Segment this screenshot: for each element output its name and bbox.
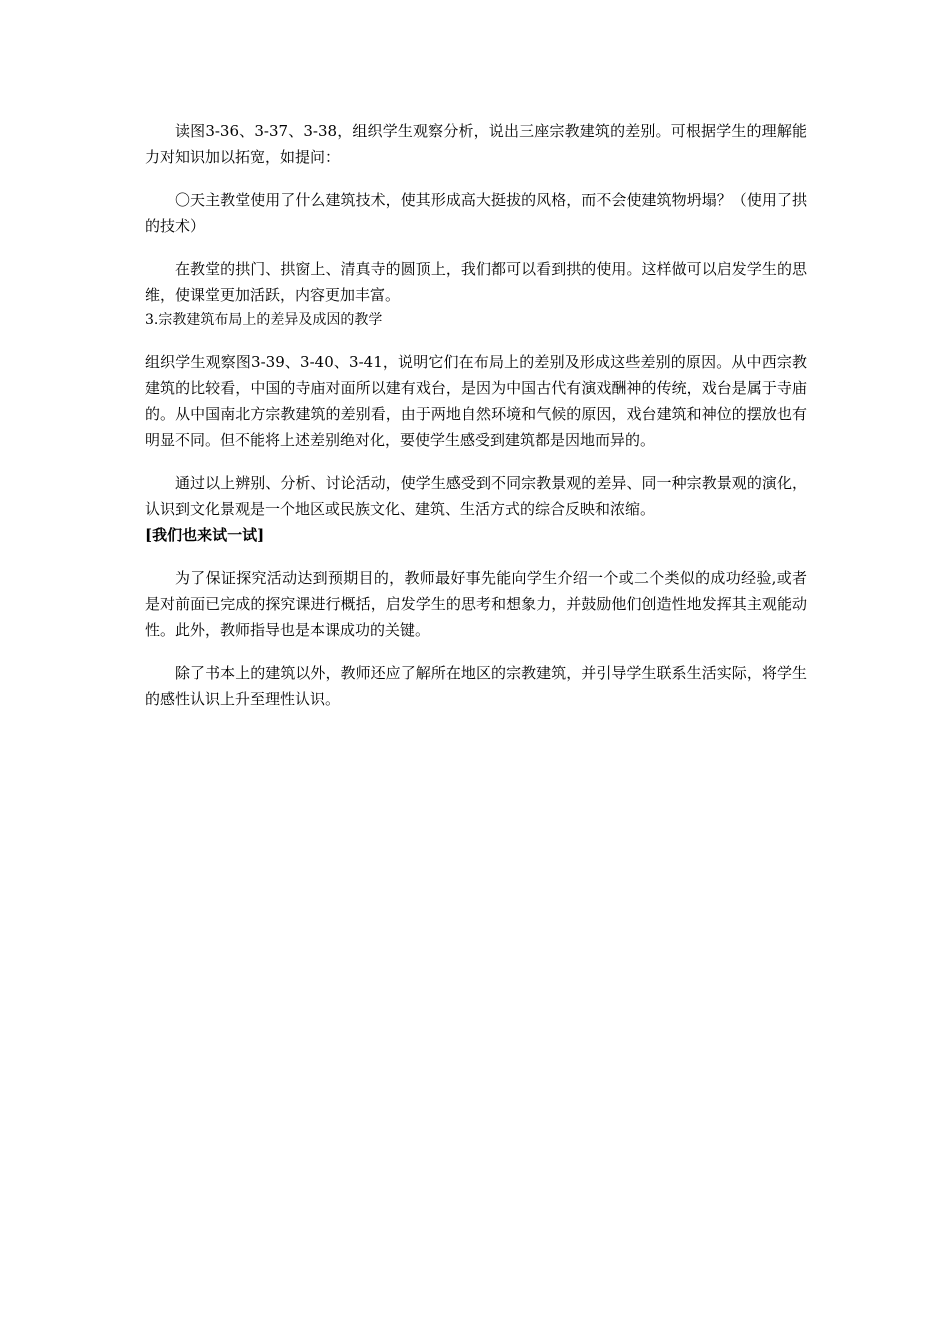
paragraph-read-figures: 读图3-36、3-37、3-38，组织学生观察分析，说出三座宗教建筑的差别。可根据学生的理解能力对知识加以拓宽，如提问： xyxy=(145,122,807,166)
paragraph-inquiry-guidance: 为了保证探究活动达到预期目的，教师最好事先能向学生介绍一个或二个类似的成功经验,或者是对前面已完成的探究课进行概括，启发学生的思考和想象力，并鼓励他们创造性地发挥其主观能动性。此外，教师指导也是本课成功的关键。 xyxy=(145,569,807,639)
section-3-title: 3.宗教建筑布局上的差异及成因的教学 xyxy=(145,312,383,328)
paragraph-question-arch: 〇天主教堂使用了什么建筑技术，使其形成高大挺拔的风格，而不会使建筑物坍塌？（使用了拱的技术） xyxy=(145,191,807,235)
paragraph-layout-differences: 组织学生观察图3-39、3-40、3-41，说明它们在布局上的差别及形成这些差别的原因。从中西宗教建筑的比较看，中国的寺庙对面所以建有戏台，是因为中国古代有演戏酬神的传统，戏台是属于寺庙的。从中国南北方宗教建筑的差别看，由于两地自然环境和气候的原因，戏台建筑和神位的摆放也有明显不同。但不能将上述差别绝对化，要使学生感受到建筑都是因地而异的。 xyxy=(145,353,807,449)
document-body xyxy=(145,118,807,712)
try-it-heading: [我们也来试一试] xyxy=(145,526,265,544)
paragraph-local-architecture: 除了书本上的建筑以外，教师还应了解所在地区的宗教建筑，并引导学生联系生活实际，将学生的感性认识上升至理性认识。 xyxy=(145,664,807,708)
paragraph-arch-usage: 在教堂的拱门、拱窗上、清真寺的圆顶上，我们都可以看到拱的使用。这样做可以启发学生的思维，使课堂更加活跃，内容更加丰富。 xyxy=(145,260,807,304)
paragraph-summary: 通过以上辨别、分析、讨论活动，使学生感受到不同宗教景观的差异、同一种宗教景观的演化，认识到文化景观是一个地区或民族文化、建筑、生活方式的综合反映和浓缩。 xyxy=(145,474,807,518)
